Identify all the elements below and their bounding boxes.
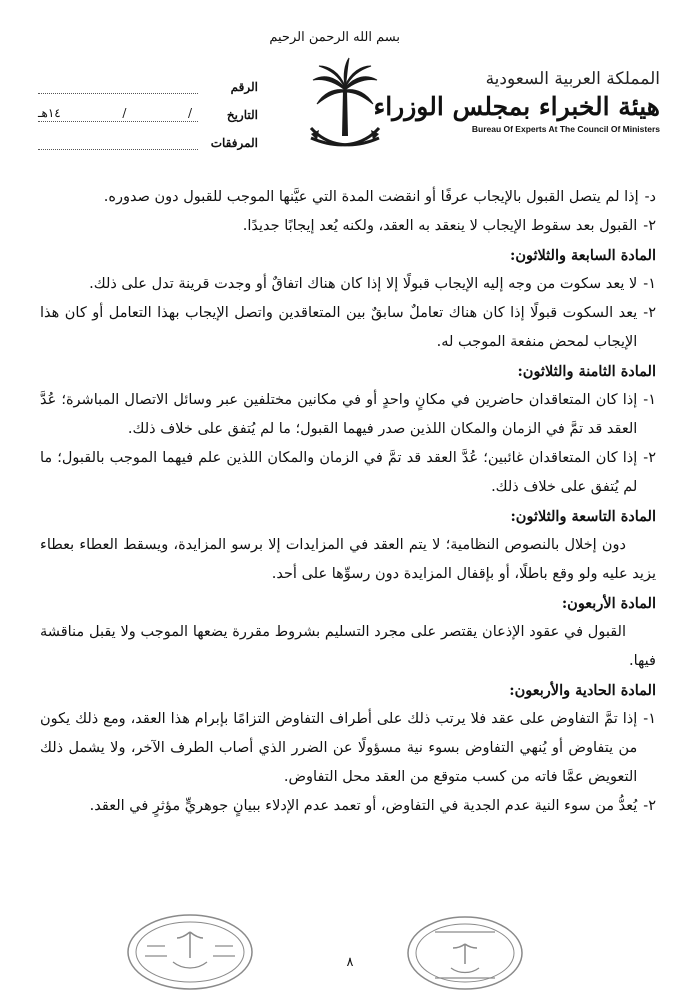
clause-text: إذا لم يتصل القبول بالإيجاب عرفًا أو انقضت المدة التي عيَّنها الموجب للقبول دون صدوره.	[103, 189, 639, 205]
ref-row	[38, 66, 258, 94]
clause-item	[40, 444, 656, 502]
clause-marker: د-	[644, 189, 656, 205]
article-heading: المادة الأربعون:	[561, 595, 656, 612]
clause-text: إذا تمَّ التفاوض على عقد فلا يرتب ذلك على أطراف التفاوض التزامًا بإبرام هذا العقد، ومع ذلك يكون من يتفاوض أو يُنهي التفاوض بسوء نية مسؤولًا عن الضرر الذي أصاب الطرف الآخر، ولا يشمل ذلك التعويض عمَّا فاته من كسب متوقع من العقد محل التفاوض.	[40, 711, 638, 785]
date-field	[38, 107, 198, 122]
clause-text: إذا كان المتعاقدان غائبين؛ عُدَّ العقد قد تمَّ في الزمان والمكان اللذين علم فيهما الموجب بالقبول؛ ما لم يُتفق على خلاف ذلك.	[40, 450, 638, 495]
date-slash: /	[187, 106, 192, 120]
clause-item	[40, 299, 656, 357]
clause-item	[40, 270, 656, 299]
date-label: التاريخ	[226, 108, 258, 122]
clause-marker: ١-	[643, 276, 656, 292]
clause-text: القبول بعد سقوط الإيجاب لا ينعقد به العقد، ولكنه يُعد إيجابًا جديدًا.	[242, 218, 638, 234]
article-text: القبول في عقود الإذعان يقتصر على مجرد التسليم بشروط مقررة يضعها الموجب ولا يقبل مناقشة فيها.	[40, 624, 656, 669]
article-heading: المادة الثامنة والثلاثون:	[517, 363, 656, 380]
clause-item	[40, 386, 656, 444]
date-row	[38, 94, 258, 122]
document-meta	[38, 66, 258, 150]
clause-marker: ٢-	[643, 450, 656, 466]
clause-item	[40, 792, 656, 821]
attachments-field	[38, 135, 198, 150]
clause-item	[40, 705, 656, 792]
clause-marker: ٢-	[643, 218, 656, 234]
attachments-row	[38, 122, 258, 150]
org-name: المملكة العربية السعودية	[485, 69, 660, 89]
clause-item	[40, 183, 656, 212]
attachments-label: المرفقات	[210, 136, 258, 150]
official-seal-icon	[125, 912, 255, 992]
clause-marker: ٢-	[643, 305, 656, 321]
clause-text: لا يعد سكوت من وجه إليه الإيجاب قبولًا إلا إذا كان هناك اتفاقٌ أو وجدت قرينة تدل على ذلك.	[89, 276, 638, 292]
date-slash: /	[122, 106, 127, 120]
official-seal-icon	[405, 914, 525, 992]
org-english-name: Bureau Of Experts At The Council Of Ministers	[471, 124, 660, 134]
article-heading: المادة السابعة والثلاثون:	[509, 247, 656, 264]
org-header	[373, 68, 660, 134]
page-number: ٨	[346, 955, 354, 970]
ref-field	[38, 79, 198, 94]
article-text: دون إخلال بالنصوص النظامية؛ لا يتم العقد في المزايدات إلا برسو المزايدة، ويسقط العطاء بعطاء يزيد عليه ولو وقع باطلًا، أو بإقفال المزايدة دون رسوِّها على أحد.	[40, 537, 656, 582]
basmala: بسم الله الرحمن الرحيم	[269, 30, 400, 45]
org-calligraphy: هيئة الخبراء بمجلس الوزراء	[373, 92, 660, 121]
document-body	[40, 183, 656, 821]
article-heading: المادة التاسعة والثلاثون:	[510, 508, 656, 525]
palm-and-swords-icon	[305, 50, 385, 160]
clause-marker: ٢-	[643, 798, 656, 814]
clause-marker: ١-	[643, 392, 656, 408]
clause-item	[40, 212, 656, 241]
clause-text: يعد السكوت قبولًا إذا كان هناك تعاملٌ سابقٌ بين المتعاقدين واتصل الإيجاب بهذا التعامل أو كان هذا الإيجاب لمحض منفعة الموجب له.	[40, 305, 638, 350]
ref-label: الرقم	[230, 80, 258, 94]
clause-text: يُعدُّ من سوء النية عدم الجدية في التفاوض، أو تعمد عدم الإدلاء ببيانٍ جوهريٍّ مؤثرٍ في العقد.	[89, 798, 638, 814]
clause-marker: ١-	[643, 711, 656, 727]
date-year: ١٤هـ	[38, 106, 61, 120]
article-heading: المادة الحادية والأربعون:	[509, 682, 656, 699]
emblem-block	[269, 30, 400, 160]
clause-text: إذا كان المتعاقدان حاضرين في مكانٍ واحدٍ أو في مكانين مختلفين عبر وسائل الاتصال المباشرة؛ عُدَّ العقد قد تمَّ في الزمان والمكان اللذين صدر فيهما القبول؛ ما لم يُتفق على خلاف ذلك.	[40, 392, 638, 437]
